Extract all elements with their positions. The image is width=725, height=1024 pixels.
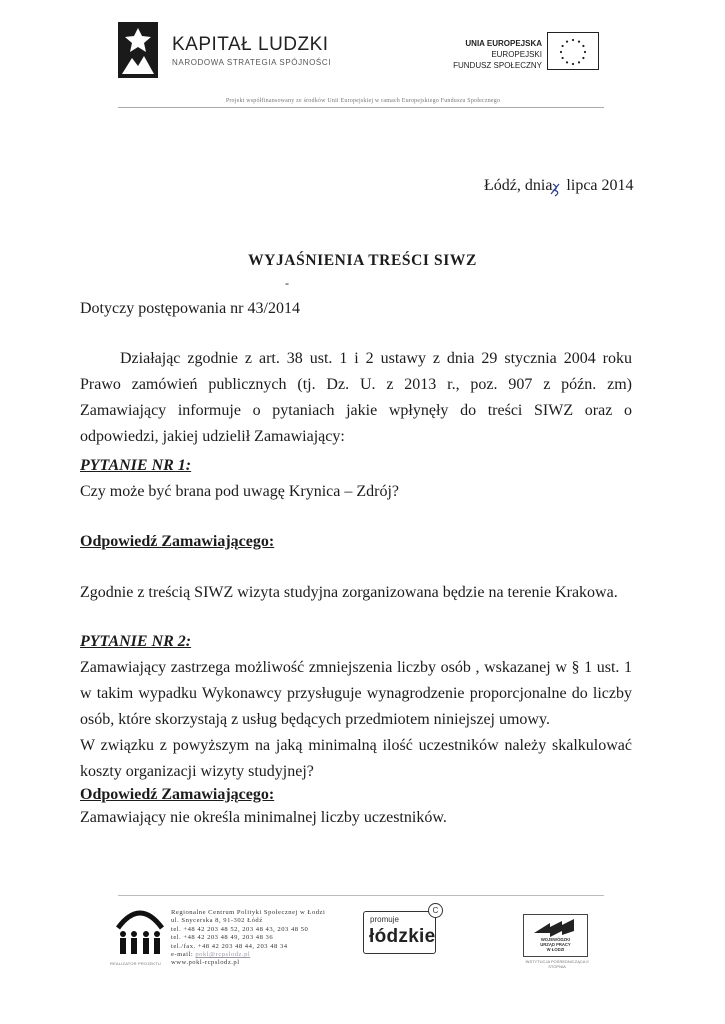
- eu-flag-icon: [547, 32, 599, 70]
- address-line-5: tel./fax. +48 42 203 48 44, 203 48 34: [171, 942, 288, 950]
- eu-line-3: FUNDUSZ SPOŁECZNY: [453, 61, 542, 70]
- question-2-text: Zamawiający zastrzega możliwość zmniejszenia liczby osób , wskazanej w § 1 ust. 1 w takim wypadku Wykonawcy przysługuje wynagrodzenie proporcjonalne do liczby osób, które skorzystają z usług będących przedmiotem niniejszej umowy.: [80, 659, 632, 728]
- footer-address: [171, 909, 325, 968]
- wup-logo: [523, 914, 588, 957]
- eu-line-1: UNIA EUROPEJSKA: [465, 39, 542, 48]
- handwritten-day-mark: [549, 180, 563, 198]
- wup-line-3: W ŁODZI: [546, 947, 565, 952]
- wup-line-2: URZĄD PRACY: [540, 942, 571, 947]
- wup-line-1: WOJEWÓDZKI: [540, 937, 571, 942]
- stray-mark: -: [285, 276, 289, 290]
- promuje-small-text: promuje: [370, 915, 399, 924]
- program-subtitle: NARODOWA STRATEGIA SPÓJNOŚCI: [172, 58, 332, 67]
- question-1-heading: PYTANIE NR 1:: [80, 457, 192, 474]
- address-line-3: tel. +48 42 203 48 52, 203 48 43, 203 48 50: [171, 925, 309, 933]
- footer-divider: [118, 895, 604, 896]
- program-title: KAPITAŁ LUDZKI: [172, 34, 329, 55]
- question-2-heading: PYTANIE NR 2:: [80, 633, 192, 650]
- document-title: WYJAŚNIENIA TREŚCI SIWZ: [248, 252, 477, 269]
- email-label: e-mail:: [171, 951, 194, 959]
- header-divider: [118, 107, 604, 108]
- kapital-ludzki-logo: [118, 22, 158, 78]
- date-prefix: Łódź, dnia: [484, 177, 553, 194]
- document-date: [484, 177, 634, 195]
- rcps-people-logo-icon: [114, 904, 166, 960]
- project-note: Projekt współfinansowany ze środków Unii Europejskiej w ramach Europejskiego Funduszu Społecznego: [225, 98, 501, 104]
- wup-arrows-logo-icon: [528, 917, 583, 939]
- address-email-row: [171, 951, 325, 959]
- copyright-icon: C: [428, 903, 443, 918]
- answer-2-text: Zamawiający nie określa minimalnej liczby uczestników.: [80, 809, 447, 826]
- promuje-lodzkie-logo: [363, 911, 436, 954]
- answer-2-heading: Odpowiedź Zamawiającego:: [80, 786, 275, 803]
- answer-1-text: Zgodnie z treścią SIWZ wizyta studyjna zorganizowana będzie na terenie Krakowa.: [80, 584, 618, 601]
- question-2-text-cont: W związku z powyższym na jaką minimalną ilość uczestników należy skalkulować koszty organizacji wizyty studyjnej?: [80, 737, 632, 780]
- question-1-text: Czy może być brana pod uwagę Krynica – Zdrój?: [80, 483, 399, 500]
- address-line-2: ul. Snycerska 8, 91-302 Łódź: [171, 917, 263, 925]
- email-link[interactable]: pokl@rcpslodz.pl: [195, 951, 251, 959]
- date-suffix: lipca 2014: [566, 177, 634, 194]
- address-line-4: tel. +48 42 203 48 49, 203 48 36: [171, 934, 274, 942]
- answer-1-heading: Odpowiedź Zamawiającego:: [80, 533, 275, 550]
- address-line-1: Regionalne Centrum Polityki Społecznej w Łodzi: [171, 909, 326, 916]
- promuje-big-text: łódzkie: [369, 926, 436, 947]
- wup-text: [524, 937, 587, 952]
- wup-caption: INSTYTUCJA POŚREDNICZĄCA II STOPNIA: [525, 959, 589, 969]
- eu-caption: [453, 38, 542, 71]
- rcps-caption: REALIZATOR PROJEKTU: [110, 961, 161, 966]
- eu-line-2: EUROPEJSKI: [491, 50, 542, 59]
- procedure-reference: Dotyczy postępowania nr 43/2014: [80, 300, 300, 317]
- intro-paragraph: Działając zgodnie z art. 38 ust. 1 i 2 ustawy z dnia 29 stycznia 2004 roku Prawo zamówień publicznych (tj. Dz. U. z 2013 r., poz. 907 z późn. zm) Zamawiający informuje o pytaniach jakie wpłynęły do treści SIWZ oraz o odpowiedzi, jakiej udzielił Zamawiający:: [80, 350, 632, 445]
- website-link[interactable]: www.pokl-rcpslodz.pl: [171, 959, 240, 967]
